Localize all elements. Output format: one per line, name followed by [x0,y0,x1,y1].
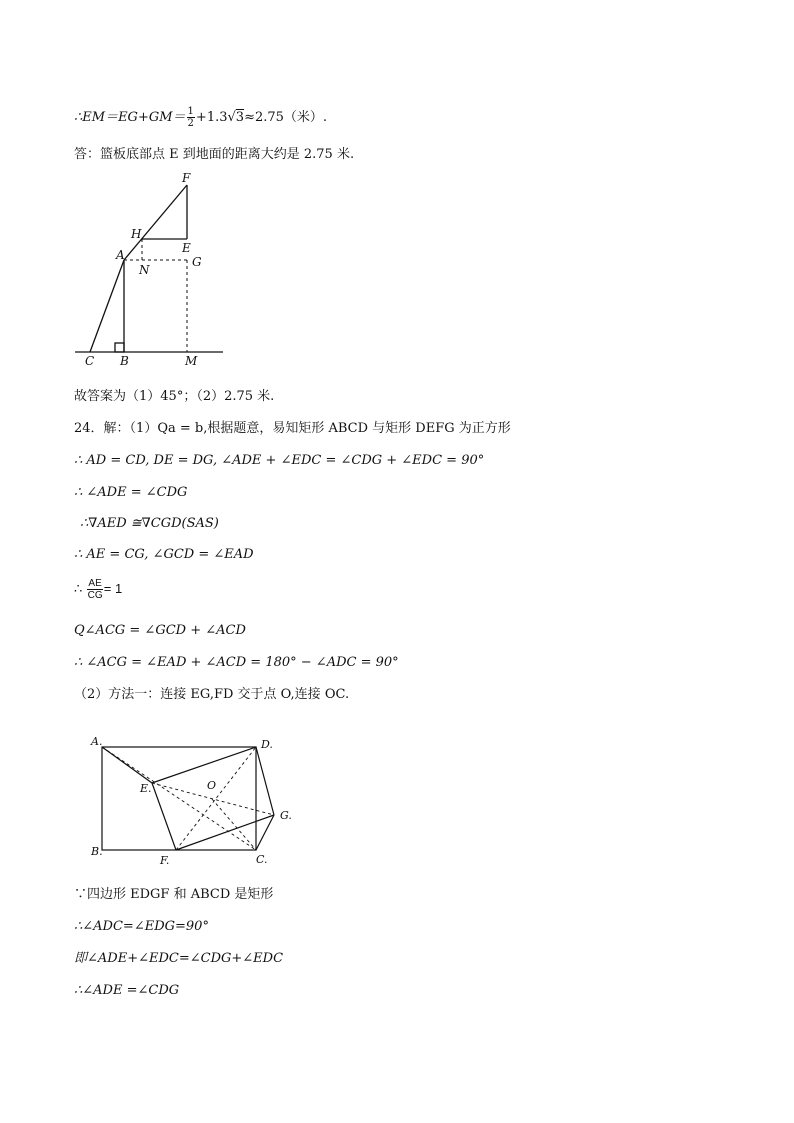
problem-24-solution-heading: 24．解：（1）Qa = b,根据题意，易知矩形 ABCD 与矩形 DEFG 为正方形 [74,421,511,436]
proof-step-ratio [74,578,122,601]
segment-af [124,185,187,260]
proof-step-acg-sum: Q∠ACG = ∠GCD + ∠ACD [74,623,246,638]
segment-ae [102,747,152,783]
proof-step-ae-cg: ∴ AE = CG, ∠GCD = ∠EAD [74,547,254,562]
figure-rectangles [88,733,300,868]
ratio-numerator: AE [88,578,102,589]
ratio-denominator: CG [87,590,103,601]
figure-basketball-stand [70,168,240,370]
dashed-ac [102,747,256,850]
proof-step-rectangles: ∵四边形 EDGF 和 ABCD 是矩形 [74,887,274,902]
em-expression-prefix: ∴EM＝EG+GM＝ [74,110,186,125]
em-expression-term: +1.3 [195,110,228,125]
label-g: G [192,255,202,269]
dashed-fd [176,747,256,850]
label-d2: D. [261,738,273,751]
final-answer-line: 故答案为（1）45°；（2）2.75 米. [74,389,275,404]
fraction-one-half [187,106,195,129]
label-f2: F. [160,854,170,867]
sqrt-symbol: √ [227,110,236,125]
label-o: O [207,779,217,792]
segment-ed [152,747,256,783]
segment-ca [90,260,124,352]
segment-dg [256,747,274,815]
label-n: N [139,263,150,277]
method-one-heading: （2）方法一：连接 EG,FD 交于点 O,连接 OC. [74,687,350,702]
label-h: H [131,227,142,241]
sqrt-radicand: 3 [235,110,245,125]
label-e2: E. [140,782,152,795]
right-angle-mark [115,343,124,352]
label-e: E [182,241,191,255]
proof-step-right-angles: ∴∠ADC=∠EDG=90° [74,919,209,934]
label-b2: B. [91,845,103,858]
label-g2: G. [280,809,292,822]
fraction-numerator: 1 [187,106,194,117]
label-m: M [185,354,198,368]
proof-step-angle-equal: ∴∠ADE =∠CDG [74,983,180,998]
label-a: A [116,248,125,262]
answer-line: 答：篮板底部点 E 到地面的距离大约是 2.75 米. [74,147,355,162]
therefore-symbol: ∴ [74,582,83,597]
fraction-denominator: 2 [187,118,194,129]
proof-step-equal-angles: ∴ ∠ADE = ∠CDG [74,485,188,500]
em-expression-result: ≈2.75（米）. [244,110,328,125]
proof-step-angle-sum: 即∠ADE+∠EDC=∠CDG+∠EDC [74,951,284,966]
label-b: B [120,354,129,368]
segment-ef [152,783,176,850]
proof-step-acg-right: ∴ ∠ACG = ∠EAD + ∠ACD = 180° − ∠ADC = 90° [74,655,399,670]
ratio-value: = 1 [103,581,123,596]
result-equation-em [74,106,327,129]
label-a2: A. [91,735,103,748]
label-f: F [182,171,191,185]
label-c2: C. [256,853,268,866]
ratio-fraction [87,578,102,601]
proof-step-equal-sides: ∴ AD = CD, DE = DG, ∠ADE + ∠EDC = ∠CDG + ∠EDC = 90° [74,453,485,468]
label-c: C [85,354,95,368]
proof-step-congruence: ∴∇AED ≅∇CGD(SAS) [80,516,219,531]
